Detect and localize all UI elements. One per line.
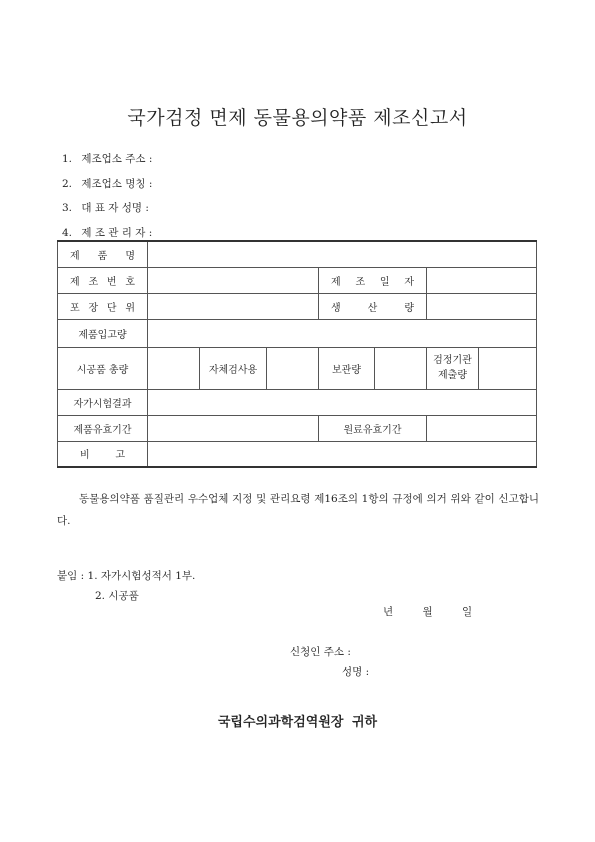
cell-product-stock[interactable]	[148, 319, 537, 347]
cell-sample-total[interactable]	[148, 347, 200, 389]
label-package-unit: 포 장 단 위	[58, 293, 148, 319]
label-production-qty: 생 산 량	[319, 293, 427, 319]
attachment-line-1	[57, 566, 195, 586]
label-storage-qty: 보관량	[319, 347, 375, 389]
table-row	[58, 415, 537, 441]
cell-self-test-use[interactable]	[267, 347, 319, 389]
cell-self-test-result[interactable]	[148, 389, 537, 415]
label-product-name: 제 품 명	[58, 241, 148, 267]
table-row	[58, 319, 537, 347]
applicant-block	[290, 642, 369, 682]
field-number: 1.	[62, 153, 73, 165]
product-info-table	[57, 240, 537, 468]
header-fields	[62, 152, 152, 250]
cell-mfg-number[interactable]	[148, 267, 319, 293]
table-row	[58, 293, 537, 319]
label-self-test-use: 자체검사용	[200, 347, 267, 389]
cell-mfg-date[interactable]	[427, 267, 537, 293]
recipient: 국립수의과학검역원장 귀하	[217, 715, 378, 730]
label-mfg-date: 제 조 일 자	[319, 267, 427, 293]
label-remarks: 비 고	[58, 441, 148, 467]
field-number: 2.	[62, 177, 73, 190]
field-label: 제조업소 명칭 :	[81, 177, 153, 190]
cell-raw-expiry[interactable]	[427, 415, 537, 441]
attachment-item-2: 2. 시공품	[95, 590, 139, 602]
cell-storage-qty[interactable]	[375, 347, 427, 389]
table-row	[58, 347, 537, 389]
form-title: 국가검정 면제 동물용의약품 제조신고서	[127, 107, 468, 129]
label-inspection-submit: 검정기관 제출량	[427, 347, 479, 389]
table-row	[58, 441, 537, 467]
label-self-test-result: 자가시험결과	[58, 389, 148, 415]
label-raw-expiry: 원료유효기간	[319, 415, 427, 441]
field-number: 3.	[62, 202, 73, 214]
declaration-statement: 동물용의약품 품질관리 우수업체 지정 및 관리요령 제16조의 1항의 규정에 의거 위와 같이 신고합니다.	[57, 493, 539, 527]
attachment-item-1: 1. 자가시험성적서 1부.	[87, 570, 196, 582]
cell-remarks[interactable]	[148, 441, 537, 467]
attachment-prefix: 붙임 :	[57, 570, 85, 582]
cell-production-qty[interactable]	[427, 293, 537, 319]
label-sample-total: 시공품 총량	[58, 347, 148, 389]
table-row	[58, 241, 537, 267]
field-factory-address	[62, 152, 152, 177]
field-number: 4.	[62, 226, 73, 239]
field-factory-name	[62, 177, 152, 202]
label-mfg-number: 제 조 번 호	[58, 267, 148, 293]
applicant-name-label: 성명 :	[342, 666, 370, 678]
table-row	[58, 389, 537, 415]
cell-product-expiry[interactable]	[148, 415, 319, 441]
field-label: 제 조 관 리 자 :	[81, 226, 153, 239]
field-label: 대 표 자 성명 :	[81, 202, 149, 214]
field-representative	[62, 201, 152, 226]
cell-product-name[interactable]	[148, 241, 537, 267]
field-label: 제조업소 주소 :	[81, 153, 153, 165]
cell-inspection-submit[interactable]	[479, 347, 537, 389]
label-product-expiry: 제품유효기간	[58, 415, 148, 441]
attachments	[57, 566, 195, 606]
date-line: 년 월 일	[383, 606, 473, 618]
label-product-stock: 제품입고량	[58, 319, 148, 347]
applicant-address-label: 신청인 주소 :	[290, 646, 351, 658]
table-row	[58, 267, 537, 293]
cell-package-unit[interactable]	[148, 293, 319, 319]
